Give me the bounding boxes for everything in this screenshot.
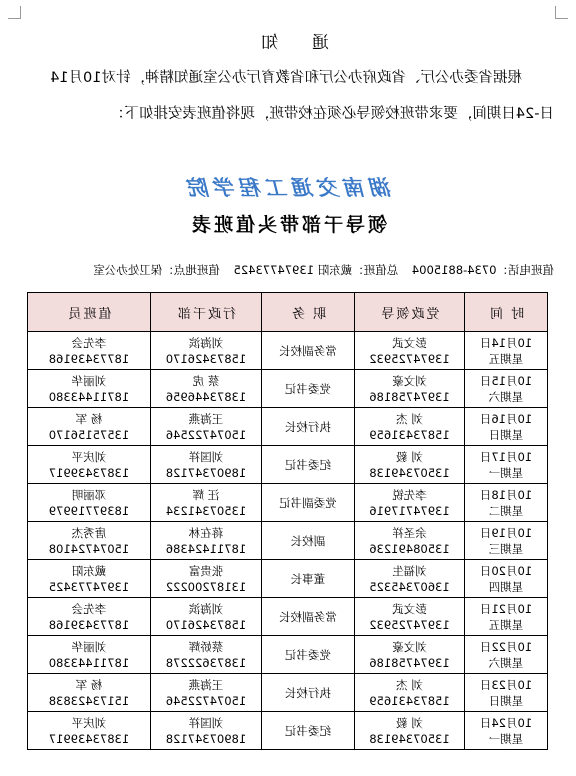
date: 10月16日 <box>479 411 533 426</box>
weekday: 星期一 <box>488 731 524 746</box>
position-cell: 董事长 <box>262 560 355 598</box>
staff-cell <box>28 446 151 484</box>
weekday: 星期五 <box>488 351 524 366</box>
staff-cell <box>28 674 151 712</box>
position-cell: 纪委书记 <box>262 712 355 750</box>
staff-name: 李先会 <box>71 335 107 350</box>
column-header-staff: 值班员 <box>28 293 151 332</box>
position-cell: 副校长 <box>262 522 355 560</box>
admin-cell <box>151 370 262 408</box>
staff-name: 唐秀杰 <box>71 525 107 540</box>
column-header-admin: 行政干部 <box>151 293 262 332</box>
admin-name: 王海燕 <box>188 677 224 692</box>
staff-phone: 18773439168 <box>48 617 130 632</box>
leader-phone: 13974725932 <box>369 351 450 366</box>
staff-phone: 13974773425 <box>48 579 130 594</box>
admin-phone: 15074722546 <box>165 427 247 442</box>
admin-name: 刘海滨 <box>188 335 224 350</box>
leader-name: 李先锐 <box>392 487 427 502</box>
admin-name: 蔡娇辉 <box>188 639 224 654</box>
leader-cell <box>355 484 465 522</box>
admin-cell <box>151 560 262 598</box>
staff-cell <box>28 408 151 446</box>
date-cell <box>465 332 548 370</box>
leader-cell <box>355 674 465 712</box>
duty-info-line <box>14 262 554 278</box>
page-corner-mark-left <box>555 6 568 19</box>
date-cell <box>465 484 548 522</box>
staff-name: 李先会 <box>71 601 107 616</box>
admin-phone: 13507341234 <box>165 503 247 518</box>
staff-name: 刘庆平 <box>71 715 107 730</box>
admin-phone: 18907347128 <box>165 465 247 480</box>
leader-cell <box>355 636 465 674</box>
table-row <box>28 446 548 484</box>
admin-cell <box>151 636 262 674</box>
leader-name: 刘文豪 <box>392 373 427 388</box>
admin-cell <box>151 446 262 484</box>
admin-name: 张贵富 <box>188 563 224 578</box>
table-row <box>28 712 548 750</box>
admin-phone: 18907347128 <box>165 731 247 746</box>
leader-phone: 13974758186 <box>369 655 450 670</box>
admin-name: 刘国祥 <box>188 449 224 464</box>
date: 10月22日 <box>479 639 533 654</box>
staff-name: 刘丽华 <box>71 373 107 388</box>
page-corner-mark-right <box>8 6 21 19</box>
admin-cell <box>151 332 262 370</box>
leader-phone: 15873431659 <box>369 427 450 442</box>
leader-phone: 13607345325 <box>369 579 450 594</box>
staff-name: 杨 军 <box>75 677 103 692</box>
staff-cell <box>28 370 151 408</box>
staff-phone: 15173423838 <box>48 693 130 708</box>
staff-cell <box>28 636 151 674</box>
admin-name: 蒋在林 <box>188 525 224 540</box>
weekday: 星期三 <box>488 541 524 556</box>
leader-name: 刘 杰 <box>396 677 423 692</box>
leader-phone: 13974758186 <box>369 389 450 404</box>
table-row <box>28 636 548 674</box>
table-row <box>28 408 548 446</box>
staff-phone: 18711443380 <box>48 655 130 670</box>
admin-name: 刘海滨 <box>188 601 224 616</box>
position-cell: 执行校长 <box>262 674 355 712</box>
staff-cell <box>28 522 151 560</box>
date-cell <box>465 370 548 408</box>
staff-name: 刘庆平 <box>71 449 107 464</box>
date: 10月20日 <box>479 563 533 578</box>
staff-cell <box>28 560 151 598</box>
admin-cell <box>151 598 262 636</box>
weekday: 星期六 <box>488 389 524 404</box>
notice-paragraph: 根据省委办公厅、省政府办公厅和省教育厅办公室通知精神，针对10月14日-24日期间，要求带班校领导必须在校带班，现将值班表安排如下： <box>50 70 554 122</box>
staff-cell <box>28 332 151 370</box>
leader-cell <box>355 598 465 636</box>
position-cell: 纪委书记 <box>262 446 355 484</box>
date-cell <box>465 522 548 560</box>
staff-phone: 18397719979 <box>48 503 130 518</box>
date: 10月18日 <box>479 487 533 502</box>
admin-phone: 15074722546 <box>165 693 247 708</box>
table-row <box>28 370 548 408</box>
chief-on-duty: 总值班：戴东阳 13974773425 <box>233 263 399 277</box>
staff-phone: 18711443380 <box>48 389 130 404</box>
table-title: 领导干部带头值班表 <box>189 214 388 236</box>
weekday: 星期日 <box>488 693 524 708</box>
leader-phone: 13507349138 <box>369 731 450 746</box>
admin-name: 王海燕 <box>188 411 224 426</box>
table-row <box>28 484 548 522</box>
date: 10月14日 <box>479 335 533 350</box>
leader-name: 刘文豪 <box>392 639 427 654</box>
admin-cell <box>151 674 262 712</box>
admin-phone: 13873446956 <box>165 389 247 404</box>
admin-phone: 18711424386 <box>165 541 247 556</box>
date-cell <box>465 712 548 750</box>
date: 10月21日 <box>479 601 533 616</box>
leader-name: 彭文武 <box>392 601 427 616</box>
position-cell: 执行校长 <box>262 408 355 446</box>
staff-phone: 18773439168 <box>48 351 130 366</box>
staff-name: 刘丽华 <box>71 639 107 654</box>
leader-name: 刘 毅 <box>396 449 423 464</box>
weekday: 星期日 <box>488 427 524 442</box>
table-row <box>28 522 548 560</box>
column-header-position: 职 务 <box>262 293 355 332</box>
date: 10月19日 <box>479 525 533 540</box>
weekday: 星期一 <box>488 465 524 480</box>
leader-name: 刘 毅 <box>396 715 423 730</box>
weekday: 星期二 <box>488 503 524 518</box>
date-cell <box>465 598 548 636</box>
staff-phone: 15074724108 <box>48 541 130 556</box>
staff-name: 戴东阳 <box>71 563 107 578</box>
staff-phone: 13873439917 <box>48 731 130 746</box>
admin-cell <box>151 712 262 750</box>
leader-name: 刘福生 <box>392 563 427 578</box>
admin-name: 刘国祥 <box>188 715 224 730</box>
date: 10月17日 <box>479 449 533 464</box>
leader-name: 彭文武 <box>392 335 427 350</box>
table-row <box>28 560 548 598</box>
admin-name: 蔡 虎 <box>192 373 220 388</box>
weekday: 星期六 <box>488 655 524 670</box>
leader-name: 余圣祥 <box>392 525 427 540</box>
table-row <box>28 598 548 636</box>
leader-cell <box>355 712 465 750</box>
table-row <box>28 332 548 370</box>
admin-cell <box>151 522 262 560</box>
leader-cell <box>355 370 465 408</box>
date-cell <box>465 560 548 598</box>
admin-phone: 13873622278 <box>165 655 247 670</box>
staff-cell <box>28 484 151 522</box>
position-cell: 常务副校长 <box>262 598 355 636</box>
leader-phone: 15873431659 <box>369 693 450 708</box>
admin-cell <box>151 408 262 446</box>
admin-name: 汪 辉 <box>192 487 220 502</box>
column-header-time: 时 间 <box>465 293 548 332</box>
leader-cell <box>355 446 465 484</box>
duty-table <box>27 292 548 750</box>
position-cell: 党委副书记 <box>262 484 355 522</box>
leader-name: 刘 杰 <box>396 411 423 426</box>
leader-phone: 13974717916 <box>369 503 450 518</box>
duty-location: 值班地点：保卫处办公室 <box>93 263 220 277</box>
staff-name: 邓丽明 <box>71 487 107 502</box>
date-cell <box>465 636 548 674</box>
admin-phone: 13187200222 <box>165 579 247 594</box>
leader-phone: 13974725932 <box>369 617 450 632</box>
position-cell: 党委书记 <box>262 636 355 674</box>
admin-cell <box>151 484 262 522</box>
duty-phone: 值班电话：0734-8815004 <box>411 263 554 277</box>
table-row <box>28 674 548 712</box>
staff-cell <box>28 712 151 750</box>
leader-cell <box>355 522 465 560</box>
leader-cell <box>355 332 465 370</box>
date-cell <box>465 446 548 484</box>
weekday: 星期四 <box>488 579 524 594</box>
leader-phone: 13507349138 <box>369 465 450 480</box>
date: 10月24日 <box>479 715 533 730</box>
position-cell: 党委书记 <box>262 370 355 408</box>
leader-cell <box>355 408 465 446</box>
leader-phone: 13508491236 <box>369 541 450 556</box>
staff-name: 杨 军 <box>75 411 103 426</box>
staff-phone: 13873439917 <box>48 465 130 480</box>
column-header-leader: 党政领导 <box>355 293 465 332</box>
weekday: 星期五 <box>488 617 524 632</box>
school-name-logo: 湖南交通工程学院 <box>184 175 392 200</box>
staff-cell <box>28 598 151 636</box>
admin-phone: 15873426170 <box>165 351 247 366</box>
admin-phone: 15873426170 <box>165 617 247 632</box>
notice-title: 通 知 <box>247 33 329 53</box>
staff-phone: 13575156170 <box>48 427 130 442</box>
leader-cell <box>355 560 465 598</box>
date-cell <box>465 674 548 712</box>
position-cell: 常务副校长 <box>262 332 355 370</box>
date: 10月23日 <box>479 677 533 692</box>
table-header-row <box>28 293 548 332</box>
date: 10月15日 <box>479 373 533 388</box>
date-cell <box>465 408 548 446</box>
